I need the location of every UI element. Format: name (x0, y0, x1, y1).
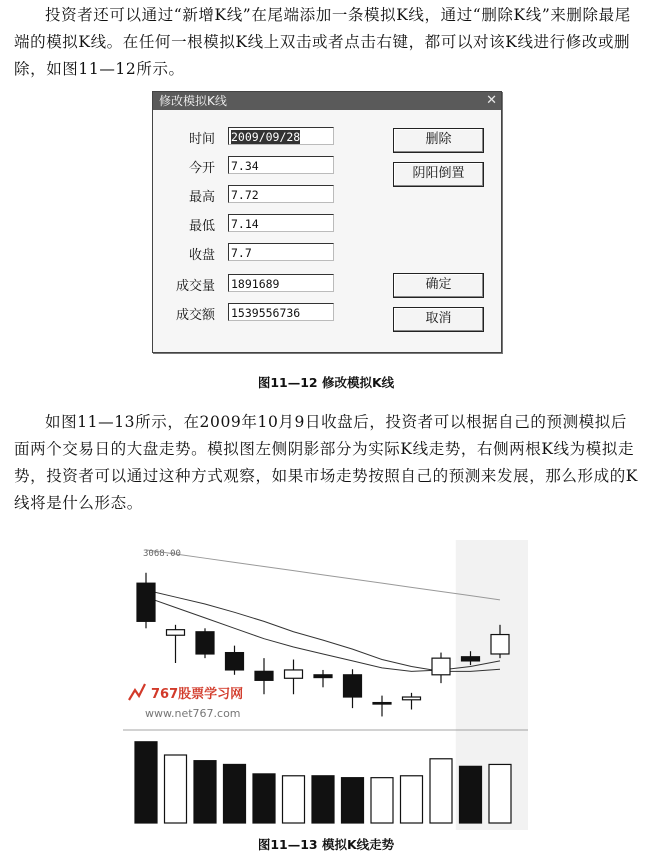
volume-bar (371, 778, 393, 823)
candle-body (432, 658, 450, 675)
volume-bar (342, 778, 364, 823)
volume-bar (253, 774, 275, 823)
candle-body (491, 635, 509, 654)
label-time: 时间 (188, 132, 215, 147)
candle-body (285, 670, 303, 678)
volume-bar (489, 764, 511, 823)
label-open: 今开 (188, 161, 215, 176)
intro-paragraph: 投资者还可以通过“新增K线”在尾端添加一条模拟K线，通过“删除K线”来删除最尾端的模拟K线。在任何一根模拟K线上双击或者点击右键，都可以对该K线进行修改或删除，如图11—12所示。 (14, 6, 631, 78)
candle-body (373, 703, 391, 705)
open-field[interactable]: 7.34 (228, 156, 334, 174)
amount-field[interactable]: 1539556736 (228, 303, 334, 321)
watermark-brand: 767股票学习网 (151, 687, 244, 702)
label-close: 收盘 (188, 248, 215, 263)
top-price-label: 3068.00 (143, 549, 181, 559)
candle-body (462, 657, 480, 661)
body-paragraph: 如图11—13所示，在2009年10月9日收盘后，投资者可以根据自己的预测模拟后面两个交易日的大盘走势。模拟图左侧阴影部分为实际K线走势，右侧两根K线为模拟走势，投资者可以通过这种方式观察，如果市场走势按照自己的预测来发展，那么形成的K线将是什么形态。 (14, 413, 638, 512)
high-field[interactable]: 7.72 (228, 185, 334, 203)
label-low: 最低 (188, 219, 215, 234)
watermark-url: www.net767.com (145, 707, 241, 720)
delete-button[interactable]: 删除 (393, 128, 484, 153)
figure-caption-11-12: 图11—12 修改模拟K线 (257, 375, 395, 390)
candle-body (403, 697, 421, 700)
candle-body (167, 630, 185, 636)
volume-bar (194, 761, 216, 823)
candle-body (137, 583, 155, 621)
edit-kline-dialog (152, 91, 502, 353)
invert-button[interactable]: 阴阳倒置 (393, 162, 484, 187)
candle-body (196, 632, 214, 654)
volume-bar (135, 742, 157, 823)
cancel-button[interactable]: 取消 (393, 307, 484, 332)
candle-body (226, 653, 244, 670)
close-icon[interactable]: ✕ (486, 93, 497, 108)
time-field[interactable] (228, 127, 334, 145)
candle-body (314, 675, 332, 678)
volume-bar (312, 776, 334, 823)
figure-caption-11-13: 图11—13 模拟K线走势 (257, 837, 395, 852)
dialog-titlebar (153, 92, 501, 110)
time-field-value: 2009/09/28 (231, 130, 301, 144)
volume-bar (430, 759, 452, 823)
label-high: 最高 (188, 190, 215, 205)
volume-bar (401, 776, 423, 823)
volume-bar (283, 776, 305, 823)
candle-body (344, 675, 362, 697)
volume-bar (460, 766, 482, 823)
label-volume: 成交量 (175, 279, 215, 294)
ok-button[interactable]: 确定 (393, 273, 484, 298)
dialog-title: 修改模拟K线 (159, 94, 227, 108)
volume-bar (224, 764, 246, 823)
candle-body (255, 671, 273, 680)
simulated-kline-chart (123, 540, 528, 830)
low-field[interactable]: 7.14 (228, 214, 334, 232)
volume-field[interactable]: 1891689 (228, 274, 334, 292)
close-field[interactable]: 7.7 (228, 243, 334, 261)
label-amount: 成交额 (175, 308, 215, 323)
volume-bar (165, 755, 187, 823)
